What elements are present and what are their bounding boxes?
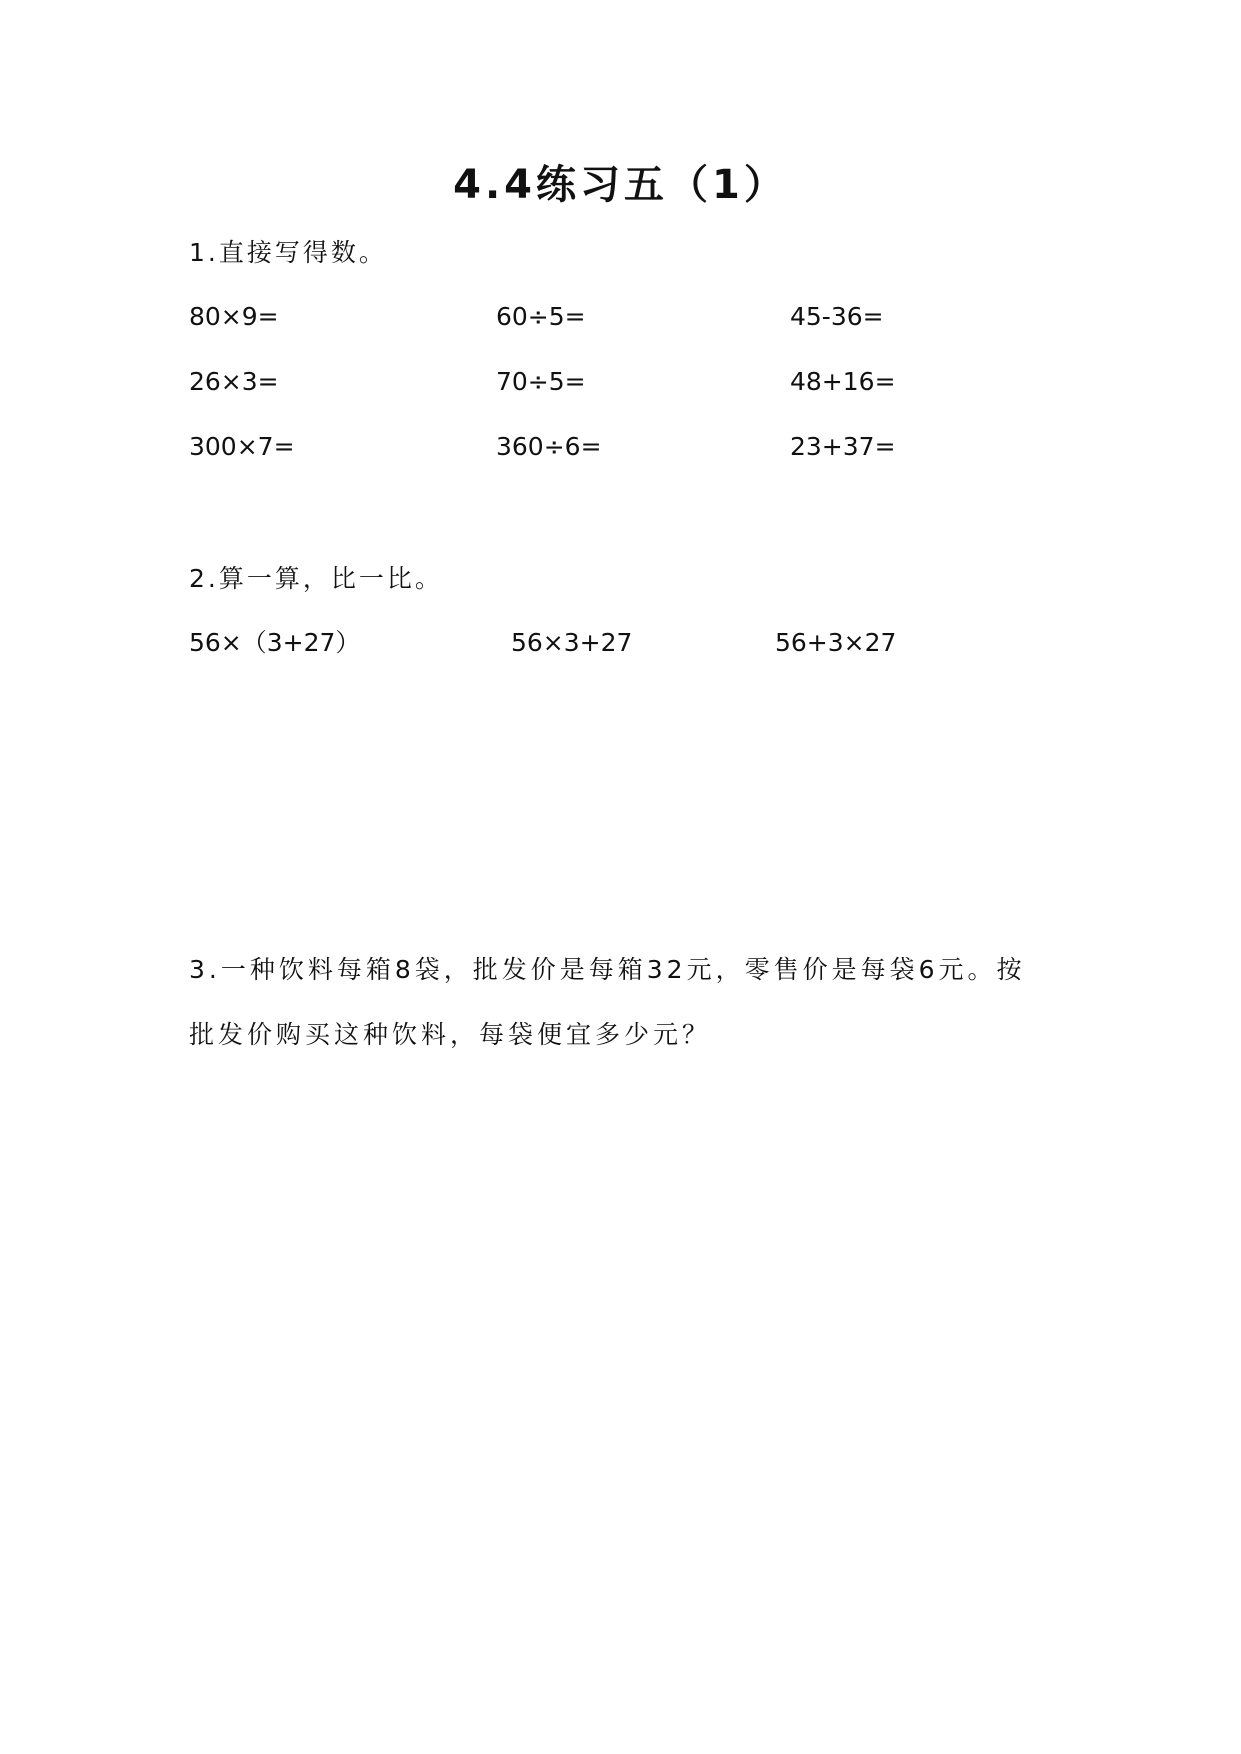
calc-item: 70÷5=: [496, 367, 586, 396]
word-problem-line-2: 批发价购买这种饮料，每袋便宜多少元？: [189, 1020, 712, 1049]
calc-item: 23+37=: [790, 432, 896, 461]
compare-expression: 56×（3+27）: [189, 628, 361, 657]
compare-expression: 56+3×27: [775, 628, 897, 657]
section2-heading: 2.算一算，比一比。: [189, 564, 443, 593]
calc-item: 80×9=: [189, 302, 279, 331]
calc-item: 60÷5=: [496, 302, 586, 331]
section1-heading: 1.直接写得数。: [189, 238, 387, 267]
calc-item: 45-36=: [790, 302, 884, 331]
calc-item: 300×7=: [189, 432, 295, 461]
word-problem-line-1: 3.一种饮料每箱8袋，批发价是每箱32元，零售价是每袋6元。按: [189, 955, 1026, 984]
calc-item: 48+16=: [790, 367, 896, 396]
compare-expression: 56×3+27: [511, 628, 633, 657]
page-title: 4.4练习五（1）: [453, 162, 788, 208]
calc-item: 360÷6=: [496, 432, 602, 461]
calc-item: 26×3=: [189, 367, 279, 396]
